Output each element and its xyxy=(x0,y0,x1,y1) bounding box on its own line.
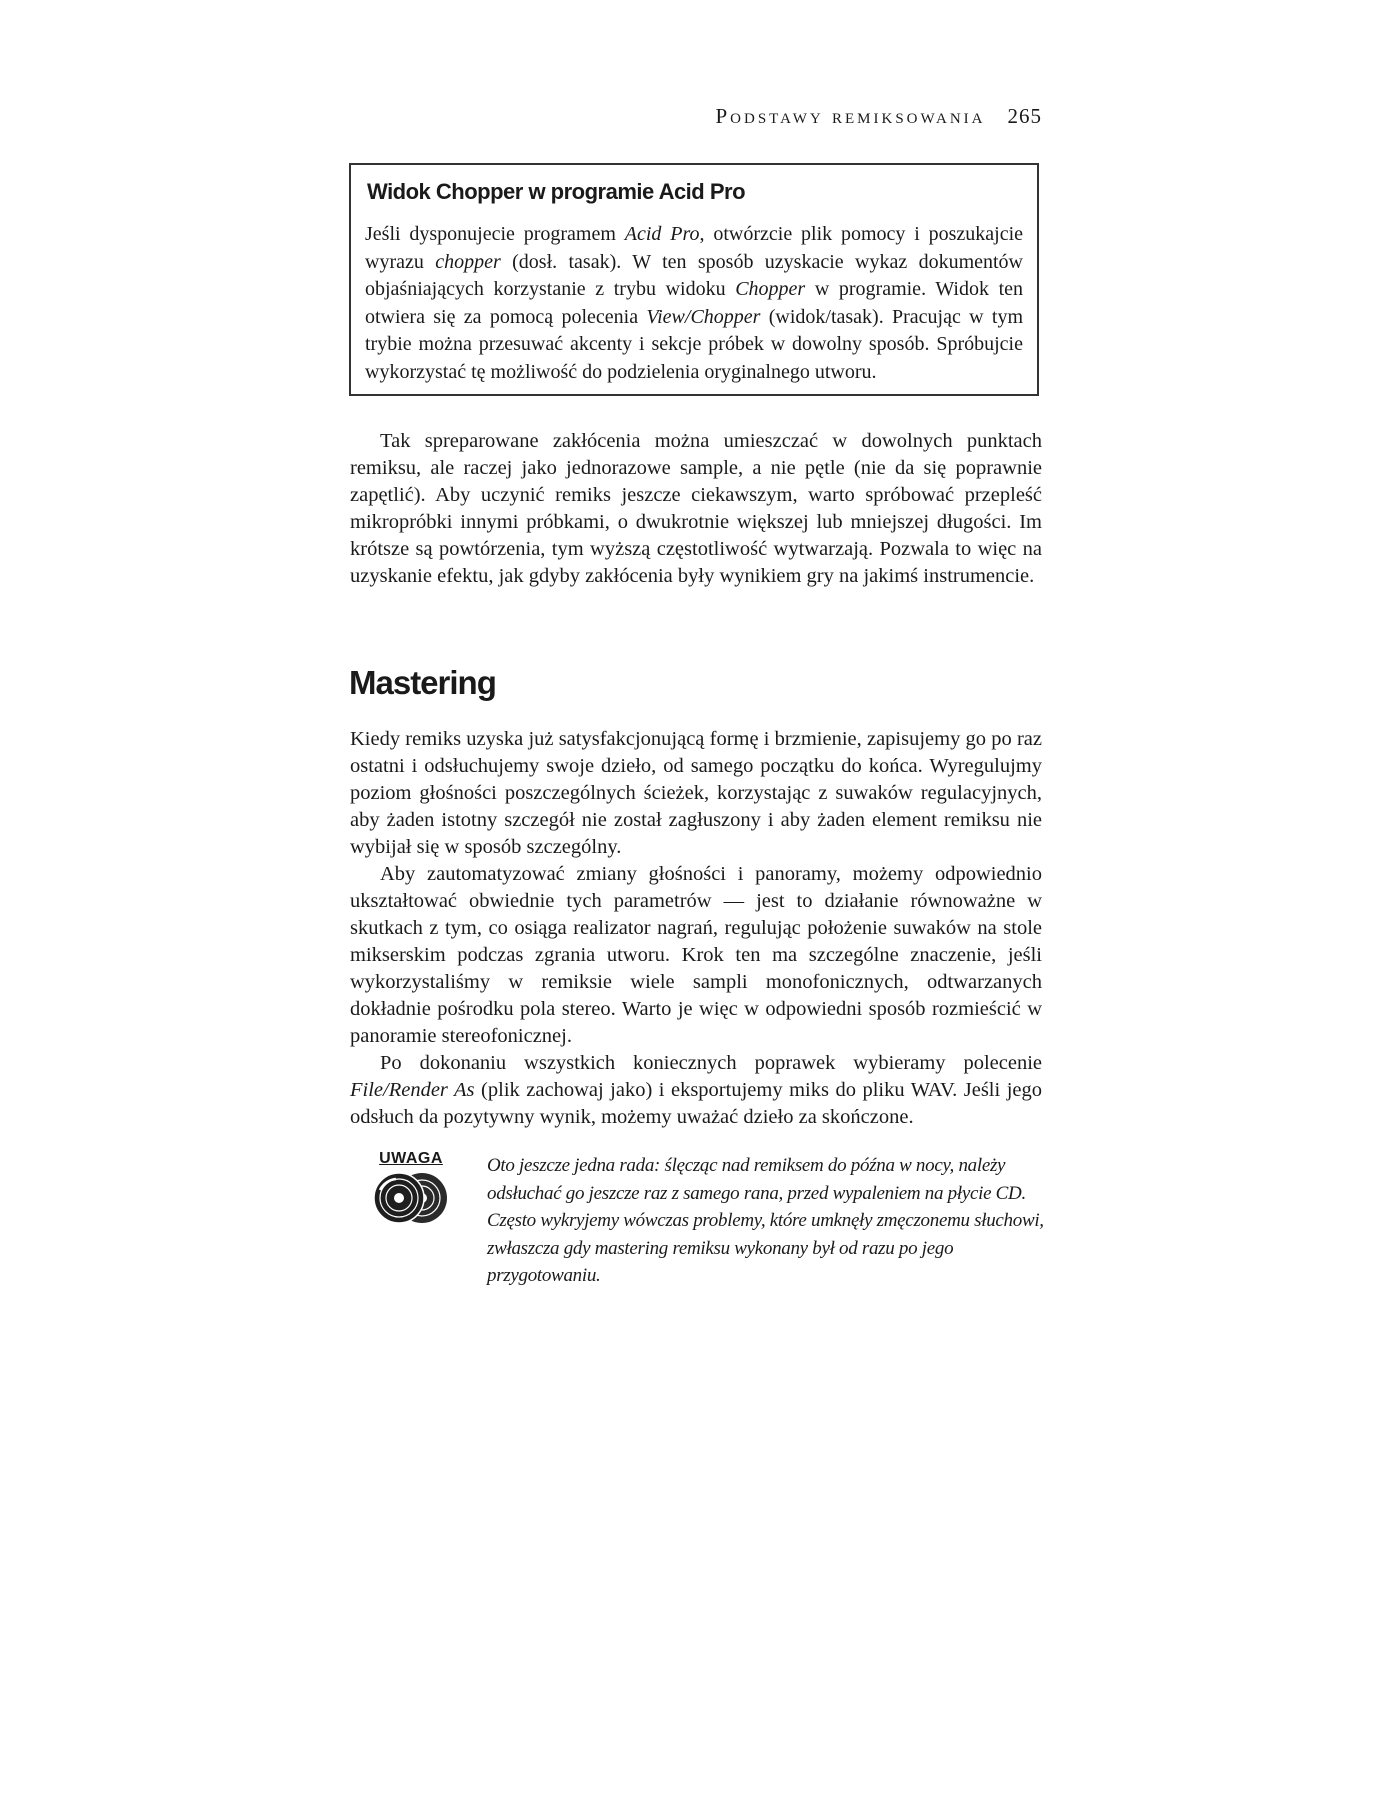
running-title: Podstawy remiksowania xyxy=(715,104,986,128)
sidebar-term-acid-pro: Acid Pro xyxy=(624,223,700,245)
page-number: 265 xyxy=(1007,104,1042,128)
mastering-block xyxy=(350,726,1042,1131)
sidebar-text: (widok/tasak). Pracując w tym trybie można przesuwać akcenty i sekcje próbek w dowolny sposób. Spróbujcie wykorzystać tę możliwość do podzielenia oryginalnego utworu. xyxy=(365,305,1024,383)
menu-command-term: File/Render As xyxy=(350,1079,475,1101)
paragraph-text: Po dokonaniu wszystkich koniecznych poprawek wybieramy polecenie xyxy=(380,1052,1042,1074)
note-label: UWAGA xyxy=(379,1150,443,1167)
sidebar-term-chopper-view: Chopper xyxy=(735,278,806,300)
sidebar-paragraph xyxy=(365,221,1023,386)
paragraph-text: (plik zachowaj jako) i eksportujemy miks do pliku WAV. Jeśli jego odsłuch da pozytywny wynik, możemy uważać dzieło za skończone. xyxy=(350,1079,1042,1128)
intro-block xyxy=(350,428,1042,590)
sidebar-text: , otwórzcie plik pomocy i poszukajcie wyrazu xyxy=(365,223,1024,273)
intro-paragraph: Tak spreparowane zakłócenia można umieszczać w dowolnych punktach remiksu, ale raczej jako jednorazowe sample, a nie pętle (nie da się poprawnie zapętlić). Aby uczynić remiks jeszcze ciekawszym, warto spróbować przepleść mikropróbki innymi próbkami, o dwukrotnie większej lub mniejszej długości. Im krótsze są powtórzenia, tym wyższą częstotliwość wytwarzają. Pozwala to więc na uzyskanie efektu, jak gdyby zakłócenia były wynikiem gry na jakimś instrumencie. xyxy=(350,430,1042,587)
sidebar-term-chopper: chopper xyxy=(435,250,501,273)
sidebar-box xyxy=(349,163,1039,396)
mastering-paragraph-1: Kiedy remiks uzyska już satysfakcjonującą formę i brzmienie, zapisujemy go po raz ostatni i odsłuchujemy swoje dzieło, od samego początku do końca. Wyregulujmy poziom głośności poszczególnych ścieżek, korzystając z suwaków regulacyjnych, aby żaden istotny szczegół nie został zagłuszony i aby żaden element remiksu nie wybijał się w sposób szczególny. xyxy=(350,728,1042,858)
sidebar-title: Widok Chopper w programie Acid Pro xyxy=(367,179,746,204)
sidebar-text: w programie. Widok ten otwiera się za pomocą polecenia xyxy=(365,278,1023,328)
section-heading: Mastering xyxy=(349,664,496,701)
mastering-paragraph-2: Aby zautomatyzować zmiany głośności i panoramy, możemy odpowiednio ukształtować obwiednie tych parametrów — jest to działanie równoważne w skutkach z tym, co osiąga realizator nagrań, regulując położenie suwaków na stole mikserskim podczas zgrania utworu. Krok ten ma szczególne znaczenie, jeśli wykorzystaliśmy w remiksie wiele sampli monofonicznych, odtwarzanych dokładnie pośrodku pola stereo. Warto je więc w odpowiedni sposób rozmieścić w panoramie stereofonicznej. xyxy=(350,863,1042,1047)
sidebar-term-menu-command: View/Chopper xyxy=(646,305,761,328)
sidebar-text: (dosł. tasak). W ten sposób uzyskacie wykaz dokumentów objaśniających korzystanie z trybu widoku xyxy=(365,250,1023,300)
mastering-paragraph-3 xyxy=(350,1050,1042,1131)
sidebar-text: Jeśli dysponujecie programem xyxy=(365,223,625,245)
note-badge xyxy=(366,1150,456,1226)
cd-discs-icon xyxy=(366,1170,456,1226)
running-head xyxy=(350,104,1042,129)
note-text: Oto jeszcze jedna rada: ślęcząc nad remiksem do późna w nocy, należy odsłuchać go jeszcze raz z samego rana, przed wypaleniem na płycie CD. Często wykryjemy wówczas problemy, które umknęły zmęczonemu słuchowi, zwłaszcza gdy mastering remiksu wykonany był od razu po jego przygotowaniu. xyxy=(487,1155,1044,1286)
